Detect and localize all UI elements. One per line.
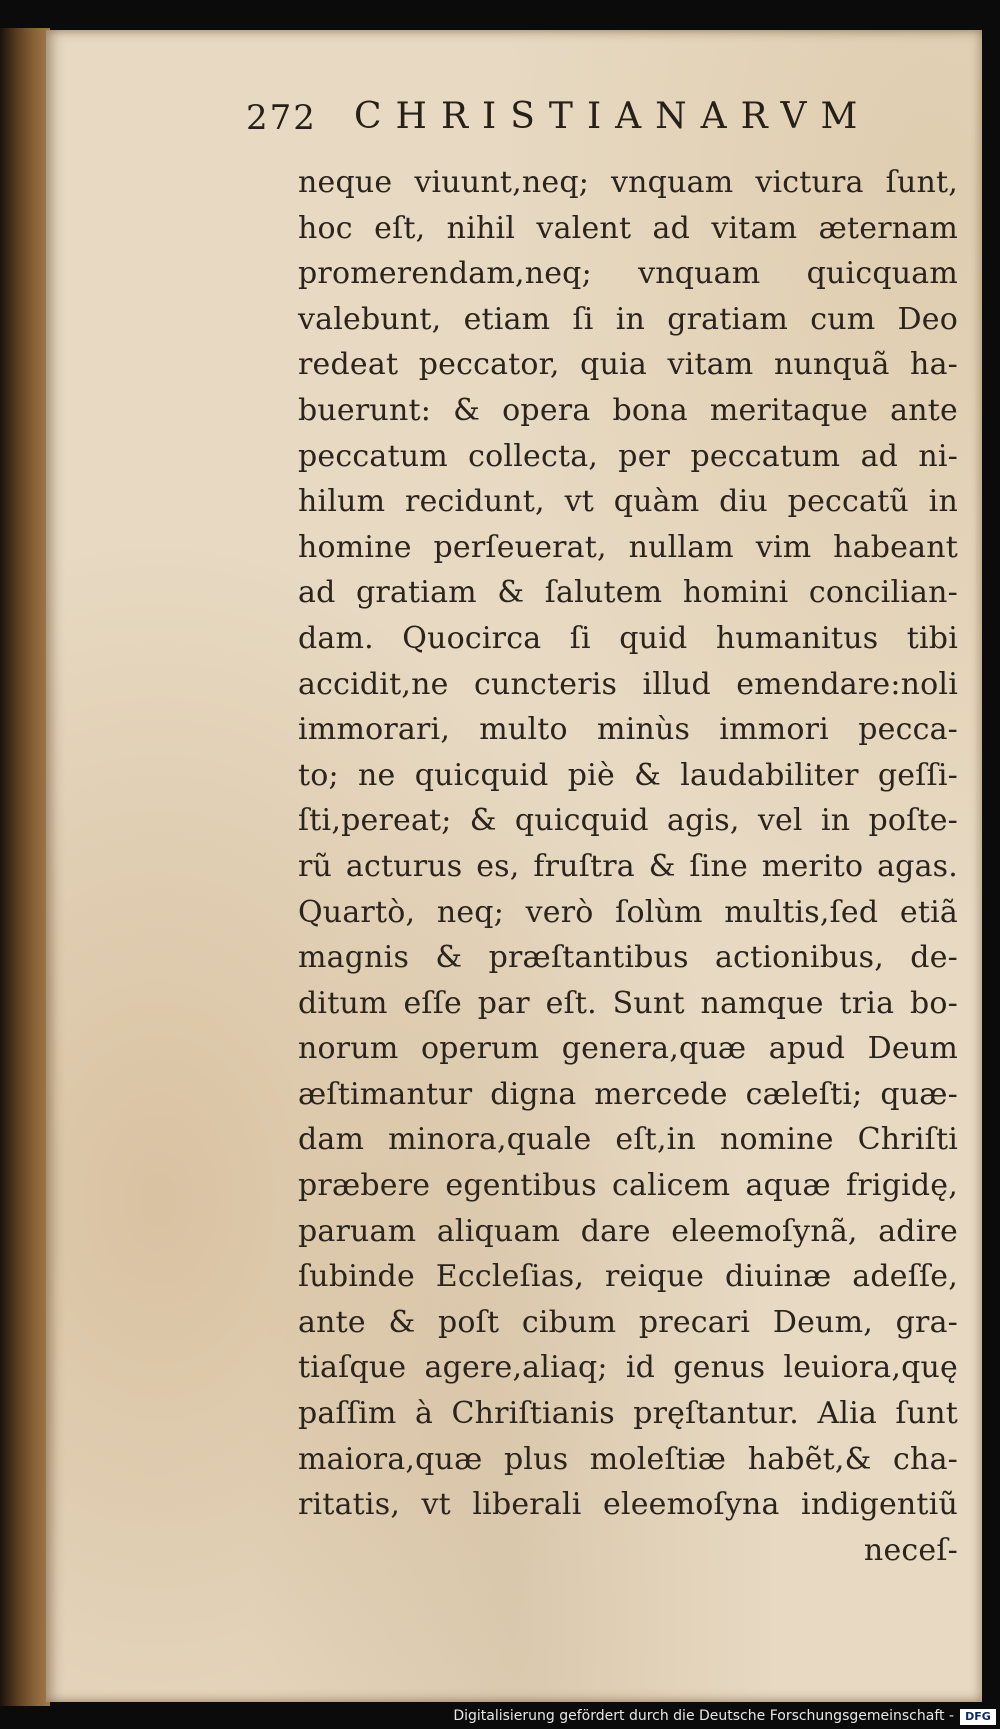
- text-line: immorari, multo minùs immori pecca-: [298, 712, 958, 748]
- text-line: magnis & præſtantibus actionibus, de-: [298, 940, 958, 976]
- text-line: dam. Quocirca ſi quid humanitus tibi: [298, 620, 958, 656]
- text-line: redeat peccator, quia vitam nunquã ha-: [298, 347, 958, 383]
- text-line: to; ne quicquid piè & laudabiliter geſſi-: [298, 757, 958, 793]
- page-number: 272: [246, 98, 317, 138]
- body-text: [298, 160, 958, 1573]
- text-line: dam minora,quale eſt,in nomine Chriſti: [298, 1122, 958, 1158]
- text-line: hoc eſt, nihil valent ad vitam æternam: [298, 210, 958, 246]
- text-line: ſubinde Eccleſias, reique diuinæ adeſſe,: [298, 1259, 958, 1295]
- text-line: æſtimantur digna mercede cæleſti; quæ-: [298, 1076, 958, 1112]
- funding-credit: Digitalisierung gefördert durch die Deutsche Forschungsgemeinschaft -: [453, 1708, 954, 1724]
- text-line: rũ acturus es, fruſtra & ſine merito agas.: [298, 848, 958, 884]
- running-head-title: CHRISTIANARVM: [354, 96, 872, 137]
- running-head: [246, 92, 966, 148]
- text-line: ritatis, vt liberali eleemoſyna indigentiũ: [298, 1487, 958, 1523]
- text-line: norum operum genera,quæ apud Deum: [298, 1031, 958, 1067]
- text-line: ſti,pereat; & quicquid agis, vel in poſte-: [298, 803, 958, 839]
- text-line: accidit,ne cuncteris illud emendare:noli: [298, 666, 958, 702]
- text-line: paruam aliquam dare eleemoſynã, adire: [298, 1213, 958, 1249]
- text-line: buerunt: & opera bona meritaque ante: [298, 392, 958, 428]
- text-line: Quartò, neq; verò ſolùm multis,ſed etiã: [298, 894, 958, 930]
- dfg-logo: DFG: [960, 1709, 996, 1725]
- book-spine: [0, 28, 50, 1708]
- text-line: ad gratiam & ſalutem homini concilian-: [298, 575, 958, 611]
- text-line: paſſim à Chriſtianis pręſtantur. Alia ſunt: [298, 1396, 958, 1432]
- text-line: ditum eſſe par eſt. Sunt namque tria bo-: [298, 985, 958, 1021]
- text-line: præbere egentibus calicem aquæ frigidę,: [298, 1168, 958, 1204]
- digitization-footer: [0, 1706, 1000, 1729]
- text-line: neque viuunt,neq; vnquam victura ſunt,: [298, 165, 958, 200]
- text-line: homine perſeuerat, nullam vim habeant: [298, 529, 958, 565]
- text-line: tiaſque agere,aliaq; id genus leuiora,quę: [298, 1350, 958, 1386]
- catchword: neceſ-: [863, 1532, 958, 1568]
- text-line: valebunt, etiam ſi in gratiam cum Deo: [298, 301, 958, 337]
- text-line: maiora,quæ plus moleſtiæ habẽt,& cha-: [298, 1441, 958, 1477]
- text-line: hilum recidunt, vt quàm diu peccatũ in: [298, 484, 958, 520]
- text-line: promerendam,neq; vnquam quicquam: [298, 256, 958, 292]
- text-line: ante & poſt cibum precari Deum, gra-: [298, 1304, 958, 1340]
- text-line: peccatum collecta, per peccatum ad ni-: [298, 438, 958, 474]
